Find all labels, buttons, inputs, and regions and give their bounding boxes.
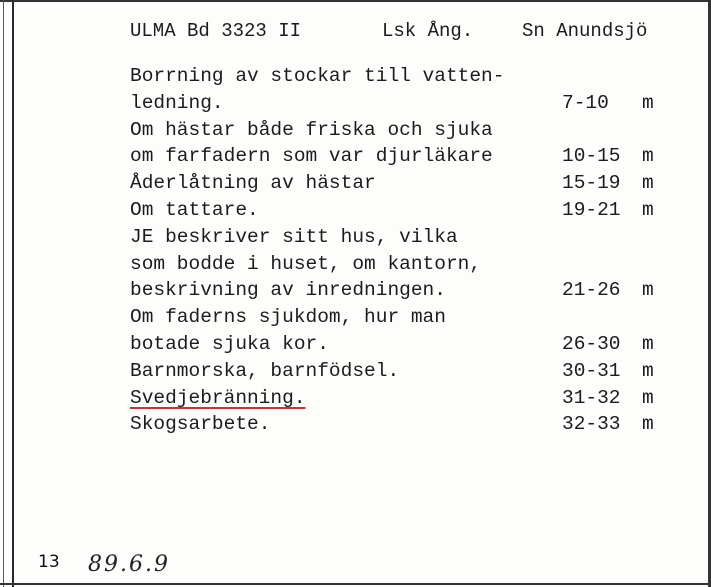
entry-pages: 7-10 (562, 91, 609, 114)
entry-line (130, 358, 675, 385)
entry-line (130, 197, 675, 224)
archive-reference: ULMA Bd 3323 II (130, 20, 302, 42)
entry-text: ledning. (130, 91, 224, 114)
entry-text: Om faderns sjukdom, hur man (130, 306, 446, 329)
entry-line (130, 331, 675, 358)
entry-pages: 15-19 (562, 172, 621, 195)
entry-text: som bodde i huset, om kantorn, (130, 252, 482, 275)
entry-unit: m (642, 145, 654, 168)
entry-pages: 32-33 (562, 413, 621, 436)
parish-reference: Sn Anundsjö (522, 20, 648, 42)
entry-line (130, 117, 675, 144)
entry-text: Borrning av stockar till vatten- (130, 65, 505, 87)
entry-line (130, 63, 675, 90)
entry-text: Skogsarbete. (130, 413, 271, 436)
entry-pages: 30-31 (562, 359, 621, 382)
entry-line (130, 143, 675, 170)
entry-unit: m (642, 172, 654, 195)
entry-text: Om hästar både friska och sjuka (130, 118, 493, 141)
entry-text: om farfadern som var djurläkare (130, 145, 493, 168)
entry-line (130, 224, 675, 251)
handwritten-number: 13 (38, 552, 60, 572)
card-edge-bottom (0, 583, 711, 585)
entry-line (130, 90, 675, 117)
entry-unit: m (642, 91, 654, 114)
card-edge-left (12, 0, 14, 587)
entry-list (130, 63, 675, 438)
entry-unit: m (642, 279, 654, 302)
entry-line (130, 385, 675, 412)
entry-text-underlined: Svedjebränning. (130, 386, 306, 409)
entry-line (130, 170, 675, 197)
entry-unit: m (642, 359, 654, 382)
entry-line (130, 304, 675, 331)
entry-pages: 19-21 (562, 198, 621, 221)
entry-line (130, 411, 675, 438)
entry-unit: m (642, 332, 654, 355)
entry-pages: 21-26 (562, 279, 621, 302)
entry-unit: m (642, 386, 654, 409)
entry-text: Åderlåtning av hästar (130, 172, 376, 195)
entry-pages: 10-15 (562, 145, 621, 168)
entry-text: Barnmorska, barnfödsel. (130, 359, 400, 382)
entry-line (130, 277, 675, 304)
card-edge-left-outer (3, 0, 4, 587)
entry-line (130, 251, 675, 278)
card-edge-top (0, 0, 711, 2)
entry-text: botade sjuka kor. (130, 332, 329, 355)
entry-unit: m (642, 198, 654, 221)
entry-text: JE beskriver sitt hus, vilka (130, 225, 458, 248)
location-reference: Lsk Ång. (382, 20, 474, 42)
handwritten-date: 89.6.9 (88, 552, 170, 577)
entry-text: beskrivning av inredningen. (130, 279, 446, 302)
entry-pages: 26-30 (562, 332, 621, 355)
entry-unit: m (642, 413, 654, 436)
entry-text: Om tattare. (130, 198, 259, 221)
entry-pages: 31-32 (562, 386, 621, 409)
